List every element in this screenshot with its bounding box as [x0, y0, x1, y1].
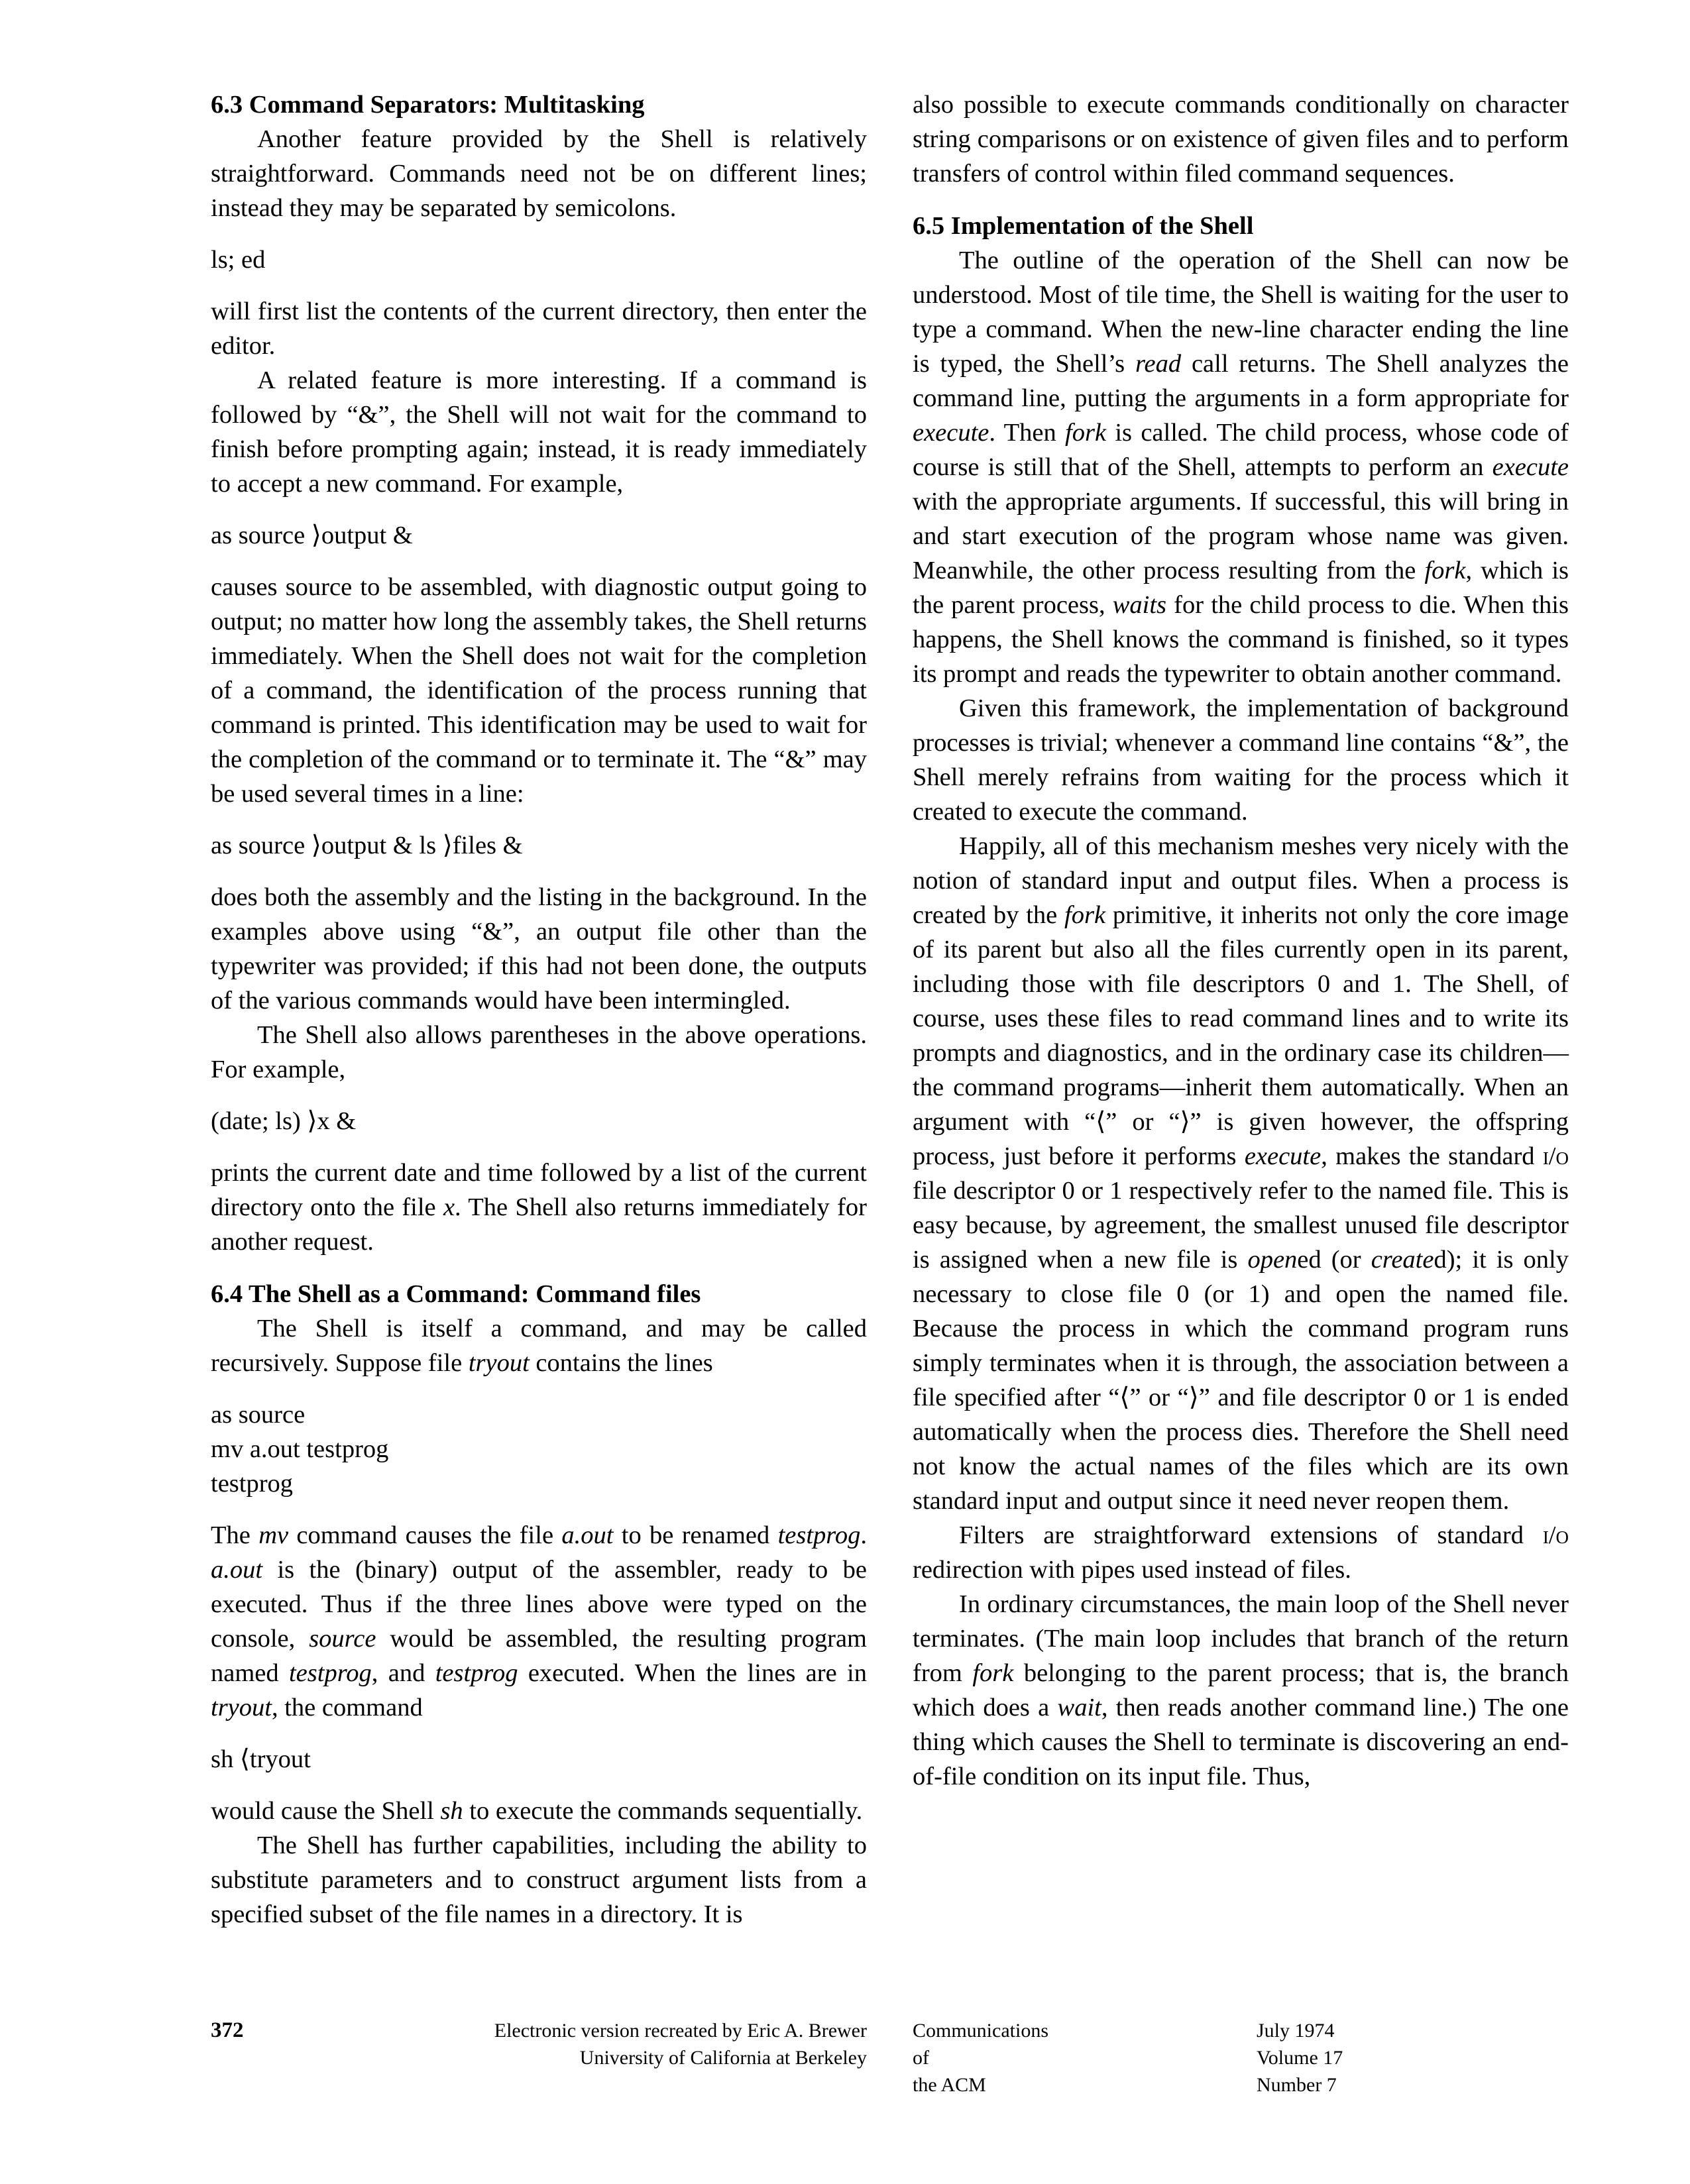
text-run: The [211, 1521, 259, 1549]
code-example [211, 518, 867, 553]
text-run: prints the current date and time followed by a list of the current directory onto the file [211, 1159, 867, 1221]
text-run-italic: create [1371, 1246, 1434, 1274]
text-run-italic: open [1247, 1246, 1298, 1274]
text-run-italic: tryout [211, 1694, 272, 1721]
paragraph: Another feature provided by the Shell is relatively straightforward. Commands need not be on different lines; instead they may be separated by semicolons. [211, 125, 867, 222]
text-run-italic: read [1135, 350, 1182, 378]
text-run: to be renamed [613, 1521, 778, 1549]
code-line: (date; ls) ⟩x & [211, 1107, 357, 1135]
text-run: , which is the parent process, [913, 557, 1569, 619]
issue-number: Number 7 [1257, 2074, 1337, 2096]
paragraph: A related feature is more interesting. If a command is followed by “&”, the Shell will not wait for the command to finish before prompting again; instead, it is ready immediately to accept a new command. For example, [211, 366, 867, 498]
text-run: with the appropriate arguments. If successful, this will bring in and start execution of the program whose name was given. Meanwhile, the other process resulting from the [913, 488, 1569, 584]
paragraph [913, 1518, 1569, 1587]
text-run: . The Shell also returns immediately for another request. [211, 1193, 867, 1256]
paragraph [211, 1518, 867, 1725]
paragraph: does both the assembly and the listing in the background. In the examples above using “&”, an output file other than the typewriter was provided; if this had not been done, the outputs of the various commands would have been intermingled. [211, 883, 867, 1014]
code-example [211, 243, 867, 277]
code-line: testprog [211, 1470, 294, 1498]
journal-name [913, 2017, 1048, 2099]
section-6-4-heading: 6.4 The Shell as a Command: Command files [211, 1280, 701, 1308]
text-run: The outline of the operation of the Shell can now be understood. Most of tile time, the Shell is waiting for the user to type a command. When the new-line character ending the line is typed, the Shell’s [913, 246, 1569, 378]
text-run-italic: mv [258, 1521, 289, 1549]
text-run: call returns. The Shell analyzes the command line, putting the arguments in a form appropriate for [913, 350, 1569, 412]
text-run-italic: tryout [468, 1349, 530, 1377]
paragraph [913, 243, 1569, 691]
credit-line-2: University of California at Berkeley [579, 2047, 867, 2069]
paragraph [211, 1311, 867, 1380]
text-run: would cause the Shell [211, 1797, 441, 1825]
text-run: d); it is only necessary to close file 0 (or 1) and open the named file. Because the process in which the command program runs simply terminates when it is through, the association between a file specified after “⟨” or “⟩” and file descriptor 0 or 1 is ended automatically when the process dies. Therefore the Shell need not know the actual names of the files which are its own standard input and output since it need never reopen them. [913, 1246, 1569, 1515]
text-run-smallcaps: i/o [1542, 1142, 1569, 1170]
journal-line: Communications [913, 2020, 1048, 2042]
paragraph [211, 1794, 867, 1828]
text-run: contains the lines [529, 1349, 713, 1377]
credit-line [371, 2017, 867, 2071]
paragraph: will first list the contents of the current directory, then enter the editor. [211, 298, 867, 360]
right-column [913, 87, 1569, 1794]
text-run: primitive, it inherits not only the core image of its parent but also all the files currently open in its parent, including those with file descriptors 0 and 1. The Shell, of course, uses these files to read command lines and to write its prompts and diagnostics, and in the ordinary case its children—the command programs—inherit them automatically. When an argument with “⟨” or “⟩” is given however, the offspring process, just before it performs [913, 901, 1569, 1170]
text-run: is the (binary) output of the assembler, ready to be executed. Thus if the three lines above were typed on the console, [211, 1556, 867, 1653]
text-run-italic: execute [1492, 453, 1569, 481]
code-line: as source ⟩output & [211, 521, 413, 549]
issue-volume: Volume 17 [1257, 2047, 1343, 2069]
code-line: as source [211, 1401, 306, 1429]
paragraph [913, 829, 1569, 1518]
left-column [211, 87, 867, 1932]
paragraph: Given this framework, the implementation of background processes is trivial; whenever a command line contains “&”, the Shell merely refrains from waiting for the process which it created to execute the command. [913, 694, 1569, 826]
code-line: mv a.out testprog [211, 1435, 389, 1463]
text-run: executed. When the lines are in [518, 1659, 867, 1687]
text-run-italic: waits [1112, 591, 1167, 619]
text-run: , and [371, 1659, 435, 1687]
text-run-italic: fork [1065, 419, 1107, 447]
text-run-italic: testprog [435, 1659, 518, 1687]
text-run-italic: testprog [777, 1521, 861, 1549]
paragraph: The Shell has further capabilities, including the ability to substitute parameters and to construct argument lists from a specified subset of the file names in a directory. It is [211, 1831, 867, 1928]
text-run: Happily, all of this mechanism meshes very nicely with the notion of standard input and output files. When a process is created by the [913, 832, 1569, 929]
text-run-italic: fork [1424, 557, 1466, 584]
text-run: , the command [271, 1694, 423, 1721]
paragraph [211, 1156, 867, 1259]
text-run: . [860, 1521, 867, 1549]
text-run-italic: wait [1057, 1694, 1101, 1721]
text-run: would be assembled, the resulting program named [211, 1625, 867, 1687]
text-run-italic: source [309, 1625, 376, 1653]
text-run: to execute the commands sequentially. [463, 1797, 863, 1825]
journal-line: of [913, 2047, 929, 2069]
text-run-italic: x [443, 1193, 455, 1221]
text-run: . Then [989, 419, 1066, 447]
code-example [211, 828, 867, 863]
text-run-italic: fork [1064, 901, 1106, 929]
credit-line-1: Electronic version recreated by Eric A. Brewer [494, 2020, 867, 2042]
text-run-italic: execute [1244, 1142, 1322, 1170]
text-run-smallcaps: i/o [1542, 1521, 1569, 1549]
journal-line: the ACM [913, 2074, 986, 2096]
text-run: ed (or [1297, 1246, 1371, 1274]
text-run-italic: a.out [561, 1521, 614, 1549]
paragraph [913, 1587, 1569, 1794]
code-line: ls; ed [211, 246, 266, 274]
code-example [211, 1104, 867, 1138]
page-number: 372 [211, 2018, 244, 2042]
paragraph: The Shell also allows parentheses in the above operations. For example, [211, 1021, 867, 1083]
text-run: Filters are straightforward extensions of standard [959, 1521, 1543, 1549]
text-run-italic: sh [440, 1797, 463, 1825]
text-run: file descriptor 0 or 1 respectively refer to the named file. This is easy because, by agreement, the smallest unused file descriptor is assigned when a new file is [913, 1177, 1569, 1274]
text-run-italic: fork [972, 1659, 1014, 1687]
code-example [211, 1397, 867, 1501]
text-run-italic: execute [913, 419, 989, 447]
code-line: sh ⟨tryout [211, 1745, 311, 1773]
section-6-3-heading: 6.3 Command Separators: Multitasking [211, 91, 645, 119]
text-run: redirection with pipes used instead of files. [913, 1556, 1351, 1584]
code-example [211, 1742, 867, 1776]
issue-info [1257, 2017, 1343, 2099]
paragraph: causes source to be assembled, with diagnostic output going to output; no matter how long the assembly takes, the Shell returns immediately. When the Shell does not wait for the completion of a command, the identification of the process running that command is printed. This identification may be used to wait for the completion of the command or to terminate it. The “&” may be used several times in a line: [211, 573, 867, 808]
text-run: command causes the file [288, 1521, 562, 1549]
text-run: , makes the standard [1321, 1142, 1543, 1170]
section-6-5-heading: 6.5 Implementation of the Shell [913, 212, 1254, 240]
text-run: , then reads another command line.) The one thing which causes the Shell to terminate is discovering an end-of-file condition on its input file. Thus, [913, 1694, 1569, 1790]
text-run-italic: a.out [211, 1556, 263, 1584]
text-run: The Shell is itself a command, and may be called recursively. Suppose file [211, 1315, 867, 1377]
text-run: for the child process to die. When this happens, the Shell knows the command is finished, so it types its prompt and reads the typewriter to obtain another command. [913, 591, 1569, 688]
text-run: belonging to the parent process; that is, the branch which does a [913, 1659, 1569, 1721]
code-line: as source ⟩output & ls ⟩files & [211, 832, 523, 859]
text-run: is called. The child process, whose code of course is still that of the Shell, attempts to perform an [913, 419, 1569, 481]
paragraph: also possible to execute commands conditionally on character string comparisons or on existence of given files and to perform transfers of control within filed command sequences. [913, 91, 1569, 188]
text-run: In ordinary circumstances, the main loop of the Shell never terminates. (The main loop includes that branch of the return from [913, 1590, 1569, 1687]
text-run-italic: testprog [288, 1659, 372, 1687]
issue-date: July 1974 [1257, 2020, 1335, 2042]
